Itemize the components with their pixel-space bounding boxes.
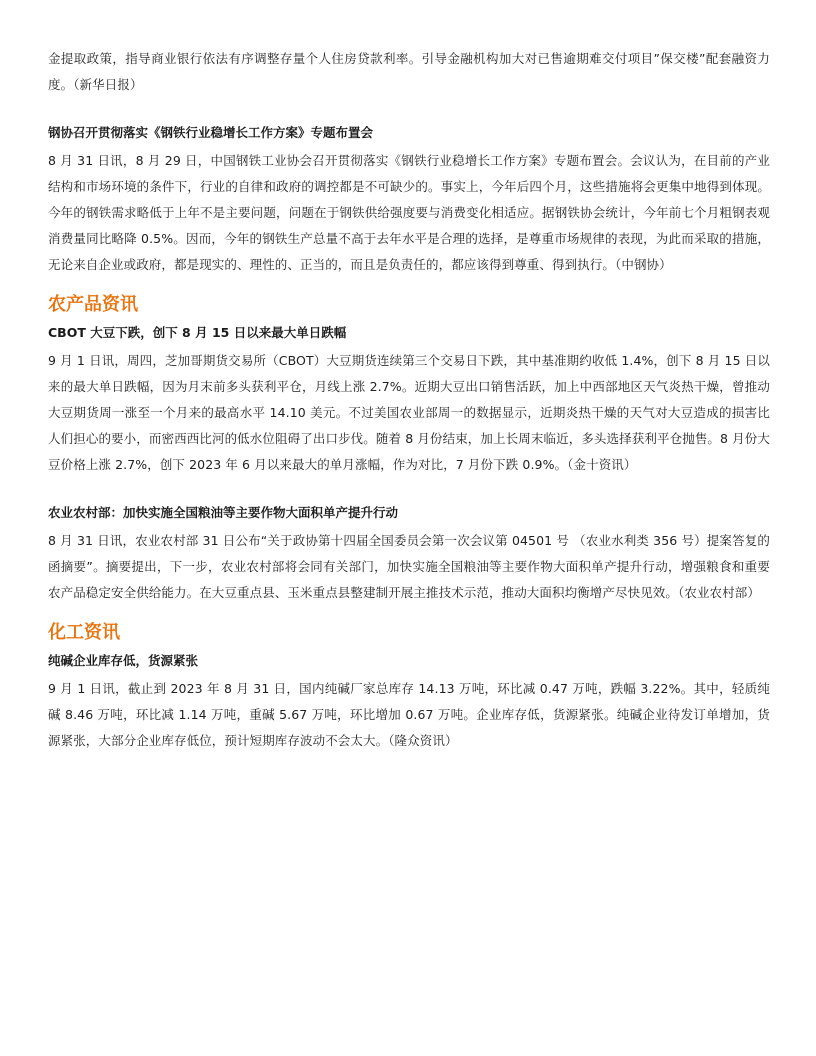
article-body-cbot: 9 月 1 日讯，周四，芝加哥期货交易所（CBOT）大豆期货连续第三个交易日下跌，其中基准期约收低 1.4%，创下 8 月 15 日以来的最大单日跌幅，因为月末前多头获利平仓，月线上涨 2.7%。近期大豆出口销售活跃，加上中西部地区天气炎热干燥，曾推动大豆期货周一涨至一个月来的最高水平 14.10 美元。不过美国农业部周一的数据显示，近期炎热干燥的天气对大豆造成的损害比人们担心的要小，而密西西比河的低水位阻碍了出口步伐。随着 8 月份结束，加上长周末临近，多头选择获利平仓抛售。8 月份大豆价格上涨 2.7%，创下 2023 年 6 月以来最大的单月涨幅，作为对比，7 月份下跌 0.9%。（金十资讯） xyxy=(48,353,770,472)
section-title-agri: 农产品资讯 xyxy=(48,294,138,315)
article-title-steel: 钢协召开贯彻落实《钢铁行业稳增长工作方案》专题布置会 xyxy=(48,125,374,140)
spacer xyxy=(48,278,770,292)
spacer xyxy=(48,606,770,620)
section-title-chem: 化工资讯 xyxy=(48,622,120,643)
spacer xyxy=(48,98,770,122)
article-body-sodaash: 9 月 1 日讯，截止到 2023 年 8 月 31 日，国内纯碱厂家总库存 14.13 万吨，环比减 0.47 万吨，跌幅 3.22%。其中，轻质纯碱 8.46 万吨，环比减 1.14 万吨，重碱 5.67 万吨，环比增加 0.67 万吨。企业库存低，货源紧张。纯碱企业待发订单增加，货源紧张，大部分企业库存低位，预计短期库存波动不会太大。（隆众资讯） xyxy=(48,681,770,748)
article-body-steel: 8 月 31 日讯，8 月 29 日，中国钢铁工业协会召开贯彻落实《钢铁行业稳增长工作方案》专题布置会。会议认为，在目前的产业结构和市场环境的条件下，行业的自律和政府的调控都是不可缺少的。事实上，今年后四个月，这些措施将会更集中地得到体现。今年的钢铁需求略低于上年不是主要问题，问题在于钢铁供给强度要与消费变化相适应。据钢铁协会统计，今年前七个月粗钢表观消费量同比略降 0.5%。因而，今年的钢铁生产总量不高于去年水平是合理的选择，是尊重市场规律的表现，为此而采取的措施，无论来自企业或政府，都是现实的、理性的、正当的，而且是负责任的，都应该得到尊重、得到执行。（中钢协） xyxy=(48,153,770,272)
article-title-sodaash: 纯碱企业库存低，货源紧张 xyxy=(48,653,199,668)
spacer xyxy=(48,478,770,502)
article-title-cbot: CBOT 大豆下跌，创下 8 月 15 日以来最大单日跌幅 xyxy=(48,325,347,340)
intro-paragraph: 金提取政策，指导商业银行依法有序调整存量个人住房贷款利率。引导金融机构加大对已售逾期难交付项目”保交楼”配套融资力度。（新华日报） xyxy=(48,51,770,92)
article-title-moa: 农业农村部：加快实施全国粮油等主要作物大面积单产提升行动 xyxy=(48,505,399,520)
article-body-moa: 8 月 31 日讯，农业农村部 31 日公布“关于政协第十四届全国委员会第一次会议第 04501 号 （农业水利类 356 号）提案答复的函摘要”。摘要提出，下一步，农业农村部将会同有关部门，加快实施全国粮油等主要作物大面积单产提升行动，增强粮食和重要农产品稳定安全供给能力。在大豆重点县、玉米重点县整建制开展主推技术示范，推动大面积均衡增产尽快见效。（农业农村部） xyxy=(48,533,770,600)
document-page xyxy=(48,46,770,754)
